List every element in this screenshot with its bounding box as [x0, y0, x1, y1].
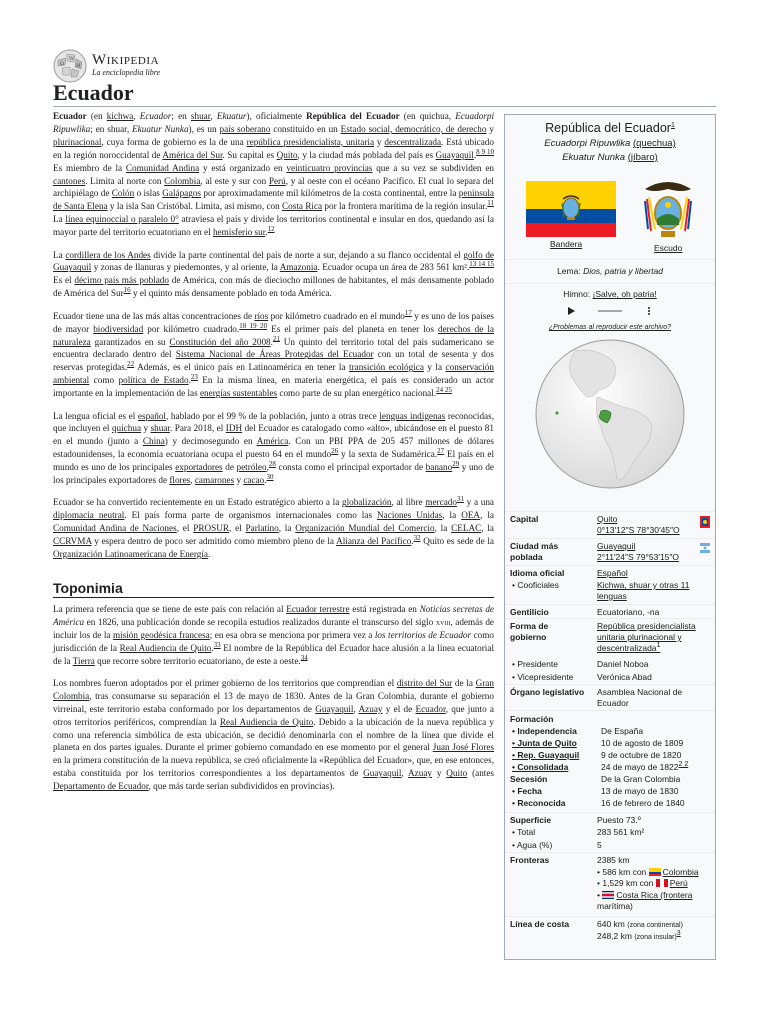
infobox-subtitle-quechua — [505, 138, 715, 149]
area-rank: Puesto 73.º — [597, 815, 641, 825]
svg-text:Ω: Ω — [60, 61, 65, 67]
infobox-title-text: República del Ecuador — [545, 121, 671, 135]
link[interactable]: China — [142, 436, 165, 447]
location-globe-map[interactable] — [535, 339, 685, 489]
link[interactable]: Gran Colombia — [53, 677, 494, 701]
costa-rica-maritime: marítima) — [597, 901, 633, 911]
secession-label: Secesión — [510, 774, 548, 784]
link[interactable]: quichua — [111, 423, 142, 434]
guayaquil-flag-icon — [699, 542, 711, 554]
play-icon[interactable] — [566, 306, 576, 316]
link[interactable]: Comunidad Andina — [125, 162, 200, 173]
row-official-language — [505, 565, 715, 579]
borders-total: 2385 km — [597, 855, 630, 865]
independence-value: De España — [601, 726, 644, 736]
secession-date: 13 de mayo de 1830 — [601, 786, 679, 796]
vicepresident-value[interactable]: Verónica Abad — [597, 672, 652, 682]
infobox-title-ref[interactable]: 1 — [670, 121, 675, 129]
row-largest-city — [505, 538, 715, 565]
link[interactable]: derechos de la naturaleza — [53, 323, 494, 347]
link[interactable]: Galápagos — [162, 188, 202, 199]
anthem-label: Himno: — [563, 289, 591, 299]
flag-label[interactable]: Bandera — [550, 239, 583, 249]
motto-label: Lema: — [557, 266, 581, 276]
government-label-2: gobierno — [510, 632, 547, 642]
secession-date-label: • Fecha — [512, 786, 542, 796]
ecuador-flag-image[interactable] — [526, 181, 616, 237]
article-body — [53, 110, 494, 803]
legislature-value-2[interactable]: Ecuador — [597, 698, 629, 708]
formation-label: Formación — [510, 714, 554, 724]
secession-value: De la Gran Colombia — [601, 774, 681, 784]
title-divider — [53, 106, 716, 107]
recognized-date: 16 de febrero de 1840 — [601, 798, 685, 808]
link[interactable]: cacao — [243, 475, 265, 486]
link[interactable]: América del Sur — [162, 149, 223, 160]
water-value: 5 — [597, 840, 602, 850]
link[interactable]: Real Audiencia de Quito — [119, 642, 212, 653]
link[interactable]: veinticuatro provincias — [286, 162, 373, 173]
motto-value: Dios, patria y libertad — [583, 266, 663, 276]
colombia-link[interactable]: Colombia — [662, 867, 699, 877]
coastline-insular-note: (zona insular) — [634, 934, 677, 941]
link[interactable]: mercado — [425, 497, 457, 508]
coastline-insular — [597, 931, 681, 943]
link[interactable]: ríos — [254, 310, 269, 321]
jibaro-link[interactable]: (jíbaro) — [627, 152, 658, 163]
link[interactable]: conservación ambiental — [53, 362, 494, 386]
colombia-flag-icon — [649, 868, 661, 876]
costa-rica-flag-icon — [602, 891, 614, 899]
government-link-3[interactable]: descentralizada — [597, 643, 657, 653]
link[interactable]: globalización — [341, 497, 392, 508]
link[interactable]: shuar — [150, 423, 170, 434]
recognized-label: • Reconocida — [512, 798, 566, 808]
link[interactable]: Costa Rica — [282, 201, 323, 212]
link[interactable]: shuar — [190, 111, 211, 121]
government-line-3[interactable] — [597, 643, 660, 654]
link[interactable]: lenguas indígenas — [379, 410, 446, 421]
largest-city-label-2: poblada — [510, 552, 543, 562]
link[interactable]: PROSUR — [193, 523, 229, 534]
link[interactable]: Colombia — [164, 175, 201, 186]
link[interactable]: Real Audiencia de Quito — [219, 716, 314, 727]
link[interactable]: biodiversidad — [93, 323, 144, 334]
audio-progress-bar[interactable] — [598, 309, 622, 313]
link[interactable]: energías sustentables — [199, 388, 278, 399]
link[interactable]: América — [256, 436, 289, 447]
water-label: • Agua (%) — [512, 840, 553, 850]
border-colombia-length: • 586 km con — [597, 867, 647, 877]
legislature-value-1[interactable]: Asamblea Nacional de — [597, 687, 683, 697]
government-link-2[interactable]: unitaria plurinacional y — [597, 632, 682, 642]
coastline-continental — [597, 919, 683, 931]
paragraph-intro-5: Ecuador se ha convertido recientemente en un Estado estratégico abierto a la globalización, al libre mercado$^{31}$ y a una diplomacia neutral. El país forma parte de organismos internacionales como las Naciones Unidas, la OEA, la Comunidad Andina de Naciones, el PROSUR, el Parlatino, la Organización Mundial del Comercio, la CELAC, la CCRVMA y espera dentro de poco ser admitido como miembro pleno de la Alianza del Pacífico.$^{32}$ Quito es sede de la Organización Latinoamericana de Energía. — [53, 495, 495, 560]
paragraph-intro-3: Ecuador tiene una de las más altas concentraciones de ríos por kilómetro cuadrado en el mundo$^{17}$ y es uno de los países de mayor biodiversidad por kilómetro cuadrado.$^{18 19 20}$ Es el primer país del planeta en tener los derechos de la naturaleza garantizados en su Constitución del año 2008.21 Un quinto del territorio total del país sudamericano se encuentra declarado dentro del Sistema Nacional de Áreas Protegidas del Ecuador con un total de sesenta y dos reservas protegidas.$^{22}$ Además, es el único país en Latinoamérica en tener la transición ecológica y la conservación ambiental como política de Estado.$^{23}$ En la misma línea, en materia energética, el país es considerado un actor importante en la implementación de las energías sustentables como parte de su plan energético nacional.$^{24 25}$ — [53, 308, 495, 399]
largest-city-link[interactable]: Guayaquil — [597, 541, 636, 551]
border-peru-length: • 1,529 km con — [597, 878, 654, 888]
link[interactable]: distrito del Sur — [396, 677, 453, 688]
wikipedia-wordmark[interactable]: Wikipedia — [92, 52, 160, 68]
rep-guayaquil-date: 9 de octubre de 1820 — [601, 750, 682, 760]
link[interactable]: Amazonia — [279, 262, 318, 273]
link[interactable]: línea equinoccial o paralelo 0° — [65, 214, 179, 225]
row-borders — [505, 852, 715, 916]
paragraph-intro-1: Ecuador (en kichwa, Ecuador; en shuar, Ekuatur), oficialmente República del Ecuador (en quichua, Ecuadorpi Ripuwlika; en shuar, Ekuatur Nunka), es un país soberano constituido en un Estado social, democrático, de derecho y plurinacional, cuya forma de gobierno es la de una república presidencialista, unitaria y descentralizada. Está ubicado en la región noroccidental de América del Sur. Su capital es Quito, y la ciudad más poblada del país es Guayaquil.$^{8 9 10}$ Es miembro de la Comunidad Andina y está organizado en veinticuatro provincias que a su vez se subdividen en cantones. Limita al norte con Colombia, al este y sur con Perú, y al oeste con el océano Pacífico. El cual lo separa del archipiélago de Colón o islas Galápagos por aproximadamente mil kilómetros de la costa continental, entre la península de Santa Elena y la isla San Cristóbal. Limita, así mismo, con Costa Rica por la frontera marítima de la región insular.$^{11}$ La línea equinoccial o paralelo 0° atraviesa el país y divide los territorios continental e insular en dos, quedando así la mayor parte del territorio ecuatoriano en el hemisferio sur.$^{12}$ — [53, 111, 495, 238]
link[interactable]: exportadores — [175, 462, 223, 473]
border-peru — [597, 878, 688, 889]
paragraph-toponimia-1: La primera referencia que se tiene de este país con relación al Ecuador terrestre está registrada en Noticias secretas de América en 1826, una publicación donde se recopila estudios realizados durante el transcurso del siglo xviii, además de incluir los de la misión geodésica francesa; en esa obra se menciona por primera vez a los territorios de Ecuador como jurisdicción de la Real Audiencia de Quito.$^{33}$ El nombre de la República del Ecuador hace alusión a la línea ecuatorial de la Tierra que recorre sobre territorio ecuatoriano, de este a oeste.$^{34}$ — [53, 603, 494, 666]
link[interactable]: golfo de Guayaquil — [53, 249, 494, 273]
paragraph-intro-2: La cordillera de los Andes divide la parte continental del país de norte a sur, dejando a su flanco occidental el golfo de Guayaquil y zonas de llanuras y piedemontes, y al oriente, la Amazonia. Ecuador ocupa un área de 283 561 km².$^{13 14 15}$ Es el décimo país más poblado de América, con más de dieciocho millones de habitantes, el más densamente poblado de América del Sur$^{16}$ y el quinto más densamente poblado en toda América. — [53, 249, 495, 299]
native-name-quechua: Ecuadorpi Ripuwlika — [544, 138, 631, 149]
more-options-icon[interactable] — [644, 306, 654, 316]
link[interactable]: kichwa — [106, 111, 134, 121]
link[interactable]: camarones — [194, 475, 235, 486]
government-label-1: Forma de — [510, 621, 549, 631]
wikipedia-tagline: La enciclopedia libre — [92, 68, 161, 77]
link[interactable]: Perú — [268, 175, 286, 186]
paragraph-toponimia-2: Los nombres fueron adoptados por el primer gobierno de los territorios que comprendían el distrito del Sur de la Gran Colombia, tras consumarse su separación el 13 de mayo de 1830. Antes de la Gran Colombia, durante el gobierno virreinal, este territorio estaba conformado por los departamentos de Guayaquil, Azuay y el de Ecuador, que junto a otros territorios periféricos, comprendían la Real Audiencia de Quito. Debido a la ubicación de la nueva república y como una referencia simbólica de esta ubicación, se decidió denominarla con el nombre de la línea que divide el planeta en dos partes iguales. Durante el primer gobierno comandado en ese momento por el general Juan José Flores en la primera constitución de la nueva república, se creó oficialmente la «República del Ecuador», que, en ese entonces, estaba constituida por los territorios correspondientes a los departamentos de Guayaquil, Azuay y Quito (antes Departamento de Ecuador, que más tarde serían subdivididos en provincias). — [53, 677, 495, 792]
anthem-link[interactable]: ¡Salve, oh patria! — [592, 289, 657, 299]
official-language-link[interactable]: Español — [597, 568, 628, 578]
coastline-continental-value: 640 km — [597, 919, 625, 929]
area-total-value: 283 561 km² — [597, 827, 645, 837]
link[interactable]: Parlatino — [245, 523, 279, 534]
quito-flag-icon — [699, 515, 711, 531]
link[interactable]: flores — [169, 475, 191, 486]
area-label: Superficie — [510, 815, 552, 825]
official-language-label: Idioma oficial — [510, 568, 565, 578]
link[interactable]: décimo país más poblado — [74, 275, 169, 286]
section-heading-toponimia: Toponimia — [53, 582, 494, 598]
link[interactable]: cordillera de los Andes — [65, 249, 151, 260]
coofficial-link[interactable]: Kichwa, shuar y otras 11 — [597, 580, 690, 590]
page-title: Ecuador — [53, 80, 134, 105]
link[interactable]: Azuay — [408, 768, 433, 779]
svg-text:W: W — [69, 56, 75, 62]
legislature-label: Órgano legislativo — [510, 687, 585, 697]
link[interactable]: Naciones Unidas — [377, 510, 443, 521]
infobox-data-table — [505, 511, 715, 946]
capital-label: Capital — [510, 514, 539, 524]
quechua-link[interactable]: (quechua) — [632, 138, 676, 149]
consolidated-date: 24 de mayo de 1822 — [601, 762, 679, 772]
infobox-title — [505, 121, 715, 135]
link[interactable]: plurinacional — [53, 136, 102, 147]
link[interactable]: península de Santa Elena — [53, 188, 494, 212]
link[interactable]: política de Estado — [118, 375, 189, 386]
coastline-label: Línea de costa — [510, 919, 570, 929]
coastline-ref[interactable]: 3 — [676, 930, 681, 938]
link[interactable]: Organización Mundial del Comercio — [295, 523, 435, 534]
coofficial-link-2[interactable]: lenguas — [597, 591, 627, 601]
infobox-subtitle-jibaro — [505, 152, 715, 163]
peru-link[interactable]: Perú — [669, 878, 688, 888]
audio-problem-link[interactable]: ¿Problemas al reproducir este archivo? — [548, 324, 672, 331]
link[interactable]: Departamento de Ecuador — [53, 781, 149, 792]
link[interactable]: OEA — [461, 510, 481, 521]
row-coofficial-languages — [505, 579, 715, 604]
link[interactable]: Azuay — [358, 703, 383, 714]
link[interactable]: hemisferio sur — [212, 227, 266, 238]
coastline-continental-note: (zona continental) — [627, 922, 683, 929]
link[interactable]: CELAC — [451, 523, 482, 534]
link[interactable]: descentralizada — [384, 136, 442, 147]
border-colombia — [597, 867, 699, 878]
peru-flag-icon — [656, 879, 668, 887]
link[interactable]: república presidencialista, unitaria — [246, 136, 375, 147]
paragraph-intro-4: La lengua oficial es el español, hablado por el 99 % de la población, junto a otras trece lenguas indígenas reconocidas, que incluyen el quichua y shuar. Para 2018, el IDH del Ecuador es catalogado como «alto», ubicándose en el puesto 81 en el mundo (junto a China) y decimosegundo en América. Con un PBI PPA de 205 457 millones de dólares estadounidenses, la economía ecuatoriana ocupa el puesto 64 en el mundo$^{26}$ y la sexta de Sudamérica.$^{27}$ El país en el mundo es uno de los principales exportadores de petróleo,$^{28}$ consta como el principal exportador de banano$^{29}$ y uno de los principales exportadores de flores, camarones y cacao.$^{30}$ — [53, 410, 495, 486]
link[interactable]: Comunidad Andina de Naciones — [53, 523, 177, 534]
government-link-1[interactable]: República presidencialista — [597, 621, 696, 631]
flag-and-coat — [505, 179, 715, 259]
row-formation — [505, 710, 715, 812]
link[interactable]: Estado social, democrático, de derecho — [340, 123, 487, 134]
link[interactable]: español — [137, 410, 166, 421]
link[interactable]: Ecuador terrestre — [286, 603, 350, 614]
link[interactable]: misión geodésica francesa — [112, 629, 210, 640]
link[interactable]: banano — [425, 462, 453, 473]
independence-label: • Independencia — [512, 726, 577, 736]
costa-rica-link[interactable]: Costa Rica (frontera — [616, 890, 693, 900]
row-area — [505, 812, 715, 826]
link[interactable]: Quito — [276, 149, 298, 160]
coat-label[interactable]: Escudo — [654, 243, 683, 253]
svg-text:И: И — [76, 63, 81, 69]
largest-city-coordinates[interactable]: 2°11′24″S 79°53′15″O — [597, 552, 680, 562]
anthem — [505, 283, 715, 299]
government-ref[interactable]: 1 — [656, 642, 661, 650]
junta-quito-date: 10 de agosto de 1809 — [601, 738, 684, 748]
link[interactable]: Constitución del año 2008 — [169, 336, 271, 347]
link[interactable]: Sistema Nacional de Áreas Protegidas del Ecuador — [175, 349, 374, 360]
row-legislature — [505, 684, 715, 710]
link[interactable]: CCRVMA — [53, 536, 92, 547]
link[interactable]: Guayaquil — [315, 703, 354, 714]
row-president — [505, 658, 715, 671]
wikipedia-globe-icon[interactable] — [53, 49, 87, 83]
link[interactable]: Organización Latinoamericana de Energía — [53, 549, 209, 560]
president-value[interactable]: Daniel Noboa — [597, 659, 649, 669]
link[interactable]: Guayaquil — [435, 149, 474, 160]
row-government — [505, 618, 715, 658]
row-area-total — [505, 826, 715, 839]
audio-player — [555, 302, 665, 320]
link[interactable]: diplomacia neutral — [53, 510, 125, 521]
border-costa-rica-bullet: • — [597, 890, 600, 900]
consolidated-ref[interactable]: 2 2 — [678, 761, 689, 769]
link[interactable]: Alianza del Pacífico — [336, 536, 412, 547]
consolidated-date-line — [601, 762, 688, 773]
link[interactable]: transición ecológica — [349, 362, 424, 373]
consolidated-link[interactable]: • Consolidada — [512, 762, 569, 772]
vicepresident-label: • Vicepresidente — [512, 672, 574, 682]
demonym-label: Gentilicio — [510, 607, 549, 617]
coat-of-arms-image[interactable] — [639, 179, 697, 241]
row-capital — [505, 511, 715, 538]
border-costa-rica — [597, 890, 692, 901]
link[interactable]: cantones — [53, 175, 86, 186]
link[interactable]: Juan José Flores — [432, 742, 494, 753]
infobox — [504, 114, 716, 960]
link[interactable]: Guayaquil — [363, 768, 402, 779]
link[interactable]: petróleo — [236, 462, 267, 473]
link[interactable]: Tierra — [72, 655, 95, 666]
capital-link[interactable]: Quito — [597, 514, 618, 524]
link[interactable]: país soberano — [219, 123, 271, 134]
largest-city-label-1: Ciudad más — [510, 541, 559, 551]
junta-quito-link[interactable]: • Junta de Quito — [512, 738, 577, 748]
president-label: • Presidente — [512, 659, 558, 669]
borders-label: Fronteras — [510, 855, 550, 865]
link[interactable]: Quito — [446, 768, 468, 779]
row-demonym — [505, 604, 715, 618]
demonym-value: Ecuatoriano, -na — [597, 607, 660, 617]
row-coastline — [505, 916, 715, 946]
rep-guayaquil-link[interactable]: • Rep. Guayaquil — [512, 750, 580, 760]
coofficial-label: • Cooficiales — [512, 580, 559, 590]
native-name-jibaro: Ekuatur Nunka — [562, 152, 626, 163]
link[interactable]: Ecuador — [415, 703, 446, 714]
area-total-label: • Total — [512, 827, 536, 837]
row-area-water — [505, 839, 715, 852]
row-vicepresident — [505, 671, 715, 684]
capital-coordinates[interactable]: 0°13′12″S 78°30′45″O — [597, 525, 680, 535]
link[interactable]: IDH — [225, 423, 243, 434]
motto — [505, 259, 715, 276]
coastline-insular-value: 248,2 km — [597, 931, 632, 941]
link[interactable]: Colón — [111, 188, 135, 199]
